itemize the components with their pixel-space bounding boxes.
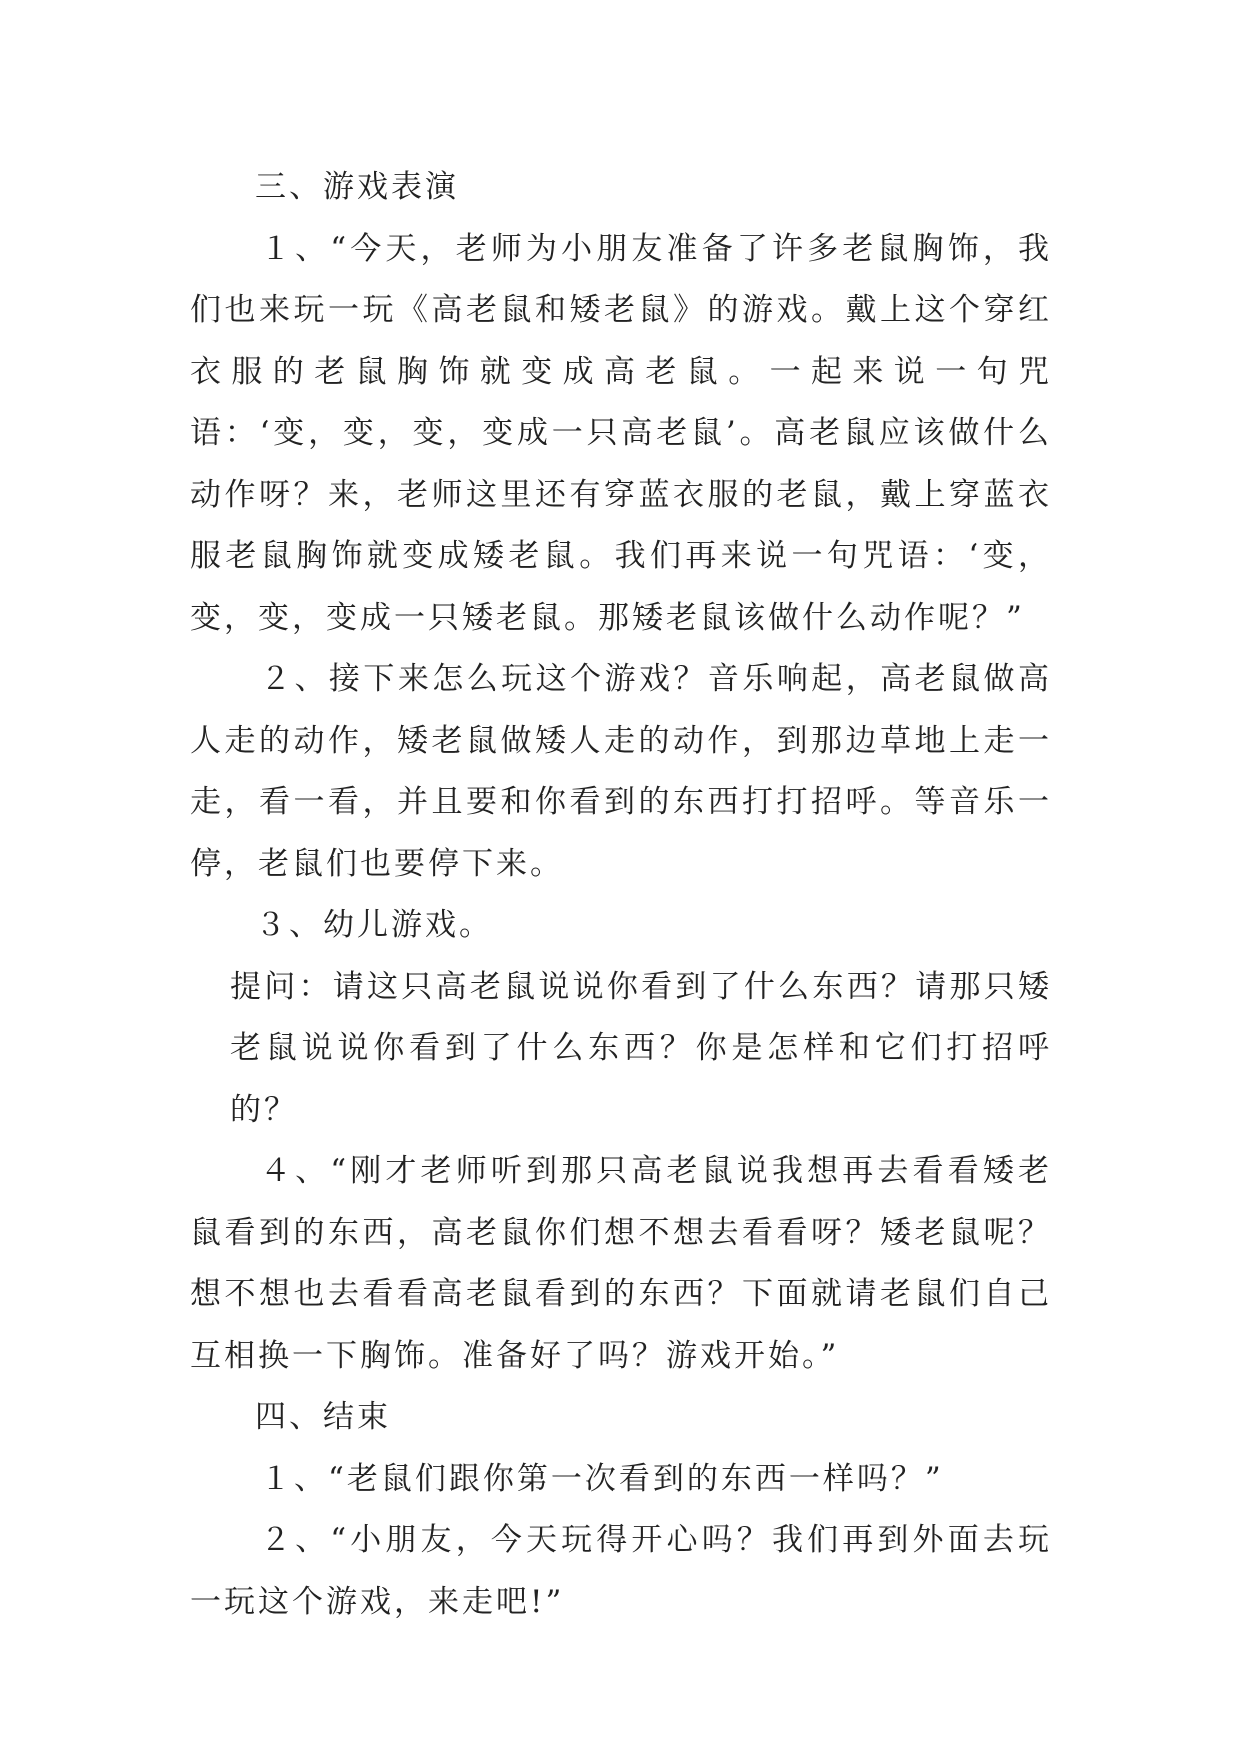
section-4-item-2: ２、“小朋友，今天玩得开心吗？我们再到外面去玩一玩这个游戏，来走吧!” — [190, 1522, 1052, 1620]
section-3-item-4: ４、“刚才老师听到那只高老鼠说我想再去看看矮老鼠看到的东西，高老鼠你们想不想去看看呀？矮老鼠呢？想不想也去看看高老鼠看到的东西？下面就请老鼠们自己互相换一下胸饰。准备好了吗？游戏开始。” — [190, 1153, 1052, 1374]
section-3-item-2: ２、接下来怎么玩这个游戏？音乐响起，高老鼠做高人走的动作，矮老鼠做矮人走的动作，到那边草地上走一走，看一看，并且要和你看到的东西打打招呼。等音乐一停，老鼠们也要停下来。 — [190, 661, 1052, 882]
section-3-item-3: ３、幼儿游戏。 — [255, 907, 493, 943]
section-3-item-1: １、“今天，老师为小朋友准备了许多老鼠胸饰，我们也来玩一玩《高老鼠和矮老鼠》的游戏。戴上这个穿红衣服的老鼠胸饰就变成高老鼠。一起来说一句咒语：‘变，变，变，变成一只高老鼠’。高老鼠应该做什么动作呀？来，老师这里还有穿蓝衣服的老鼠，戴上穿蓝衣服老鼠胸饰就变成矮老鼠。我们再来说一句咒语：‘变，变，变，变成一只矮老鼠。那矮老鼠该做什么动作呢？” — [190, 230, 1052, 636]
document-body — [190, 157, 1052, 1633]
section-4-item-1: １、“老鼠们跟你第一次看到的东西一样吗？” — [260, 1460, 944, 1497]
section-4-heading: 四、结束 — [255, 1399, 391, 1435]
section-3-question: 提问：请这只高老鼠说说你看到了什么东西？请那只矮老鼠说说你看到了什么东西？你是怎样和它们打招呼的？ — [230, 968, 1052, 1128]
section-3-heading: 三、游戏表演 — [255, 169, 459, 205]
